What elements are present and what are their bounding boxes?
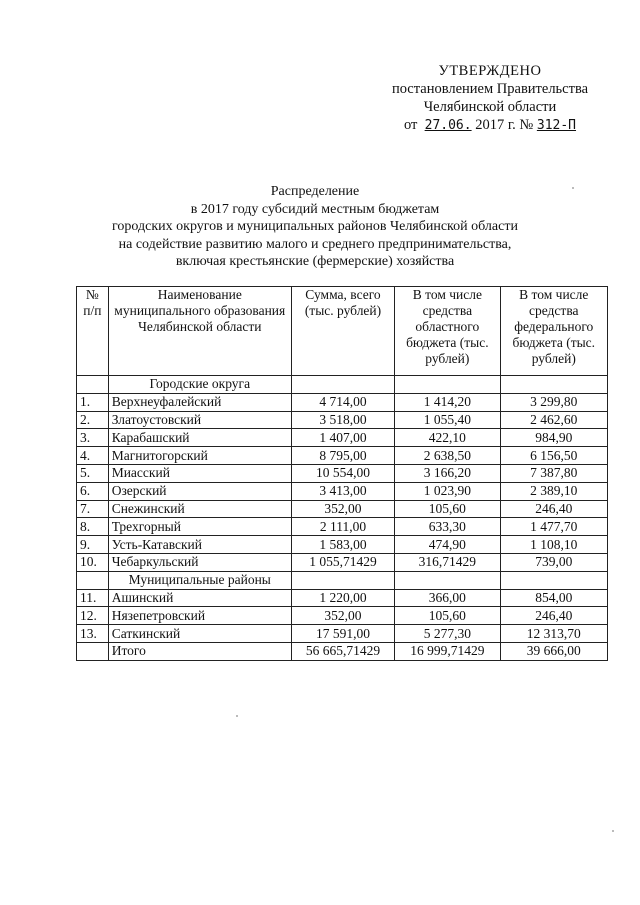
row-regional: 633,30 [395, 518, 500, 536]
approval-line-2: Челябинской области [423, 99, 557, 115]
table-header-row [77, 287, 608, 376]
row-name: Златоустовский [108, 411, 291, 429]
row-regional: 474,90 [395, 536, 500, 554]
row-number: 6. [77, 482, 109, 500]
section-row [77, 571, 608, 589]
row-number: 4. [77, 447, 109, 465]
row-name: Усть-Катавский [108, 536, 291, 554]
row-number: 10. [77, 553, 109, 571]
table-row [77, 536, 608, 554]
row-federal: 1 108,10 [500, 536, 607, 554]
row-name: Чебаркульский [108, 553, 291, 571]
total-regional: 16 999,71429 [395, 642, 500, 660]
row-number: 5. [77, 464, 109, 482]
row-sum: 2 111,00 [291, 518, 394, 536]
scan-speck [236, 715, 238, 717]
total-sum: 56 665,71429 [291, 642, 394, 660]
row-number: 13. [77, 625, 109, 643]
row-federal: 2 462,60 [500, 411, 607, 429]
title-line-4: на содействие развитию малого и среднего предпринимательства, [118, 236, 512, 252]
row-sum: 1 583,00 [291, 536, 394, 554]
row-number: 7. [77, 500, 109, 518]
year-label: 2017 г. № [475, 117, 534, 133]
row-regional: 422,10 [395, 429, 500, 447]
header-name: Наименование муниципального образования Челябинской области [108, 287, 291, 376]
row-regional: 105,60 [395, 607, 500, 625]
title-line-2: в 2017 году субсидий местным бюджетам [190, 201, 440, 217]
row-number: 8. [77, 518, 109, 536]
section-label: Городские округа [108, 376, 291, 394]
row-number: 2. [77, 411, 109, 429]
row-sum: 8 795,00 [291, 447, 394, 465]
section-row [77, 376, 608, 394]
row-federal: 246,40 [500, 500, 607, 518]
row-regional: 3 166,20 [395, 464, 500, 482]
row-sum: 3 413,00 [291, 482, 394, 500]
from-label: от [403, 117, 418, 133]
document-title [60, 183, 570, 271]
table-row [77, 500, 608, 518]
row-federal: 246,40 [500, 607, 607, 625]
approval-heading: УТВЕРЖДЕНО [438, 63, 542, 79]
row-name: Ашинский [108, 589, 291, 607]
table-row [77, 464, 608, 482]
row-name: Магнитогорский [108, 447, 291, 465]
row-federal: 12 313,70 [500, 625, 607, 643]
table-row [77, 589, 608, 607]
total-federal: 39 666,00 [500, 642, 607, 660]
row-name: Миасский [108, 464, 291, 482]
row-federal: 984,90 [500, 429, 607, 447]
row-regional: 105,60 [395, 500, 500, 518]
row-regional: 2 638,50 [395, 447, 500, 465]
scan-speck [572, 187, 574, 189]
row-sum: 352,00 [291, 607, 394, 625]
table-row [77, 553, 608, 571]
row-sum: 352,00 [291, 500, 394, 518]
table-row [77, 518, 608, 536]
row-sum: 1 055,71429 [291, 553, 394, 571]
approval-date: 27.06. [424, 118, 472, 133]
row-name: Озерский [108, 482, 291, 500]
table-body [77, 376, 608, 661]
row-federal: 3 299,80 [500, 393, 607, 411]
row-sum: 3 518,00 [291, 411, 394, 429]
section-label: Муниципальные районы [108, 571, 291, 589]
total-label: Итого [108, 642, 291, 660]
row-name: Карабашский [108, 429, 291, 447]
table-row [77, 411, 608, 429]
table-row [77, 607, 608, 625]
table-row [77, 393, 608, 411]
scan-speck [612, 830, 614, 832]
row-number: 9. [77, 536, 109, 554]
table-row [77, 625, 608, 643]
row-name: Нязепетровский [108, 607, 291, 625]
row-number: 11. [77, 589, 109, 607]
row-regional: 1 414,20 [395, 393, 500, 411]
row-federal: 2 389,10 [500, 482, 607, 500]
approval-date-line [380, 116, 600, 135]
row-regional: 366,00 [395, 589, 500, 607]
table-row [77, 429, 608, 447]
title-line-3: городских округов и муниципальных районов Челябинской области [112, 219, 518, 234]
row-federal: 7 387,80 [500, 464, 607, 482]
title-line-5: включая крестьянские (фермерские) хозяйства [175, 254, 455, 269]
subsidy-table [76, 286, 608, 661]
row-sum: 4 714,00 [291, 393, 394, 411]
row-name: Саткинский [108, 625, 291, 643]
row-federal: 739,00 [500, 553, 607, 571]
row-regional: 5 277,30 [395, 625, 500, 643]
header-federal: В том числе средства федерального бюджета (тыс. рублей) [500, 287, 607, 376]
header-number: № п/п [77, 287, 109, 376]
approval-stamp [380, 62, 600, 135]
header-sum: Сумма, всего (тыс. рублей) [291, 287, 394, 376]
row-federal: 1 477,70 [500, 518, 607, 536]
row-regional: 1 023,90 [395, 482, 500, 500]
header-regional: В том числе средства областного бюджета (тыс. рублей) [395, 287, 500, 376]
table-row [77, 482, 608, 500]
row-regional: 1 055,40 [395, 411, 500, 429]
approval-line-1: постановлением Правительства [391, 81, 589, 97]
row-name: Трехгорный [108, 518, 291, 536]
row-regional: 316,71429 [395, 553, 500, 571]
row-number: 1. [77, 393, 109, 411]
row-federal: 854,00 [500, 589, 607, 607]
row-sum: 1 407,00 [291, 429, 394, 447]
row-number: 12. [77, 607, 109, 625]
row-sum: 10 554,00 [291, 464, 394, 482]
approval-number: 312-П [536, 118, 577, 133]
title-line-1: Распределение [270, 184, 360, 199]
row-number: 3. [77, 429, 109, 447]
table-row [77, 447, 608, 465]
total-row [77, 642, 608, 660]
row-federal: 6 156,50 [500, 447, 607, 465]
row-sum: 1 220,00 [291, 589, 394, 607]
row-name: Верхнеуфалейский [108, 393, 291, 411]
row-sum: 17 591,00 [291, 625, 394, 643]
row-name: Снежинский [108, 500, 291, 518]
